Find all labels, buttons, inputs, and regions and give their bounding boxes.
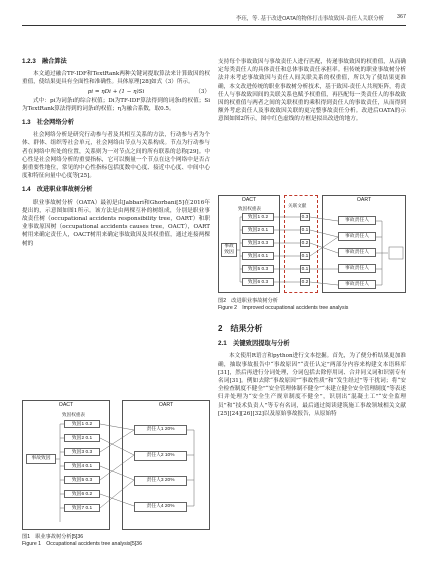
section-2-1-heading: 2.1 关键致因提取与分析 bbox=[218, 340, 290, 348]
fig1-cause-node: 致因4 0.1 bbox=[64, 462, 100, 470]
right-column-top bbox=[218, 58, 406, 125]
fig2-link-weight: 0.1 bbox=[301, 228, 309, 233]
left-column bbox=[22, 58, 210, 249]
fig2-responsible-node: 事故责任人 bbox=[338, 264, 376, 273]
fig2-link-weight: 0.3 bbox=[301, 215, 309, 220]
figure-1 bbox=[22, 400, 210, 532]
fig1-root-node: 事故致因 bbox=[26, 454, 56, 464]
header-rule bbox=[22, 25, 406, 26]
section-2-heading: 2 结果分析 bbox=[218, 324, 263, 333]
paragraph-improved-oata: 支持每个事故致因与事故责任人进行匹配，传递事故致因的权重值，从而确定每类责任人的具体责任和总体事故责任承担率。但传统的职业事故树分析法并未考虑事故致因与责任人间关联关系的权重值，所以为了使结果更准确，本文改进传统的职业事故树分析技术，基于致因-责任人共现矩阵，将责任人与事故致因间的关联关系也赋予权重值，再匹配每一类责任人的事故致因的权重值与两者之间的关联权重的乘积得到责任人的事故责任，从而得到额外考虑责任人及事故致因关联的更完整事故责任分析。改进后OATA的示意图如图2所示，图中红色虚线的方框是拟出改进的地方。 bbox=[218, 59, 406, 123]
fig2-responsible-node: 事故责任人 bbox=[338, 280, 376, 289]
fig2-link-label: 关联文献 bbox=[288, 203, 307, 208]
running-header bbox=[22, 10, 406, 26]
fig2-link-weight: 0.1 bbox=[301, 267, 309, 272]
figure-2 bbox=[218, 195, 406, 295]
fig1-group-label: 致因权重表 bbox=[62, 412, 85, 417]
figure-1-caption-en: Figure 1 Occupational accidents tree analysis[5]36 bbox=[22, 541, 142, 547]
fig2-cause-node: 致因1 0.2 bbox=[242, 213, 274, 221]
fig2-responsible-node: 事故责任人 bbox=[338, 216, 376, 225]
fig1-cause-node: 致因3 0.3 bbox=[64, 448, 100, 456]
fig1-connectors bbox=[22, 400, 210, 532]
fig1-cause-node: 致因5 0.3 bbox=[64, 476, 100, 484]
equation-3 bbox=[22, 88, 210, 97]
fig2-responsible-node: 事故责任人 bbox=[338, 232, 376, 241]
fig2-link-weight: 0.2 bbox=[301, 280, 309, 285]
fig1-cause-node: 致因2 0.1 bbox=[64, 434, 100, 442]
fig1-responsible-node: 责任人1 20% bbox=[134, 425, 187, 435]
paragraph-text-mining: 本文使用R语言和python进行文本挖掘。首先，为了便分析结果更加准确，抽取事故报告中“事故原因”“责任认定”两部分内容来构建文本语料库[31]，然后再进行分词处理，分词包括去除停用词、合并同义词和识别专有名词[31]。例如去除“事故原因”“事故性质”和“发生经过”等干扰词；将“安全检查制度不健全”“安全管理体制不健全”“未建立健全安全管理制度”等表述归并处理为“安全生产规章制度不健全”，识别出“混凝土工”“安全监理员”和“技术负责人”等专有名词，最后通过阅读建筑施工事故领域相关文献[25][24][26][32]以及原始事故报告，从原始特 bbox=[218, 353, 406, 417]
figure-1-caption bbox=[22, 534, 210, 548]
figure-2-caption-cn: 图2 改进职业事故树分析 bbox=[218, 298, 278, 304]
fig2-responsible-node: 事故责任人 bbox=[338, 248, 376, 257]
page-number: 367 bbox=[397, 14, 406, 20]
paragraph-oata: 职业事故树分析（OATA）最初是由Jabbari和Ghorbani[5]在2016年提出的，示意图如图1所示。该方法是由两棵互补的树组成，分别是职业事故责任树（occupational accidents responsibility tree，OART）和职业事故原因树（occupational accidents causes tree，OACT），OART树用来确定责任人，OACT树用来确定事故致因及其权重值，通过连接两棵树的 bbox=[22, 199, 210, 247]
fig1-cause-node: 致因6 0.2 bbox=[64, 490, 100, 498]
fig2-cause-node: 致因2 0.1 bbox=[242, 226, 274, 234]
fig1-oact-title: OACT bbox=[58, 402, 74, 408]
fig2-root-node: 事故致因 bbox=[221, 243, 237, 257]
fig1-responsible-node: 责任人3 20% bbox=[134, 476, 187, 486]
figure-1-caption-cn: 图1 职业事故树分析[5]36 bbox=[22, 534, 84, 540]
fig2-cause-node: 致因5 0.3 bbox=[242, 265, 274, 273]
figure-2-caption bbox=[218, 298, 406, 312]
fig1-responsible-node: 责任人2 10% bbox=[134, 451, 187, 461]
fig2-oart-title: OART bbox=[356, 197, 372, 203]
fig1-oart-title: OART bbox=[158, 402, 174, 408]
equation-3-body: pi = ηDi + (1 − η)Si bbox=[87, 88, 145, 95]
fig2-group-label: 致因权重表 bbox=[238, 206, 261, 211]
section-1-3-heading: 1.3 社会网络分析 bbox=[22, 119, 74, 127]
section-1-4-heading: 1.4 改进职业事故树分析 bbox=[22, 186, 93, 194]
fig2-cause-node: 致因6 0.3 bbox=[242, 278, 274, 286]
fig1-responsible-node: 责任人4 20% bbox=[134, 502, 187, 512]
fig2-cause-node: 致因3 0.3 bbox=[242, 239, 274, 247]
section-1-2-3-heading: 1.2.3 融合算法 bbox=[22, 58, 67, 65]
fig2-cause-node: 致因4 0.1 bbox=[242, 252, 274, 260]
paragraph-equation-explain: 式中：pi为词条i的综合权值；Di为TF-IDF算法得到的词条i的权值；Si为TextRank算法得到的词条i的权值；η为融合系数，取0.5。 bbox=[22, 97, 210, 112]
fig2-link-weight: 0.2 bbox=[301, 241, 309, 246]
fig2-oact-title: OACT bbox=[241, 197, 257, 203]
equation-3-number: （3） bbox=[195, 88, 210, 95]
figure-2-caption-en: Figure 2 Improved occupational accidents tree analysis bbox=[218, 305, 349, 311]
paragraph-fusion: 本文通过融合TF-IDF和TextRank两种关键词提取算法来计算致因的权重值，使结果更具有全面性和准确性。具体原理[28]如式（3）所示。 bbox=[22, 71, 210, 86]
paragraph-sna: 社会网络分析是研究行动参与者及其相互关系的方法，行动参与者为个体、群体、组织等社会单元，社会网络由节点与关系构成。节点为行动参与者在网络中所处的位置，关系则为一对节点之间的所有联系的总称[29]。中心性是社会网络分析的重要指标，它可以衡量一个节点在这个网络中是否占据重要性地位，常见的中心性指标包括度数中心度、接近中心度、中间中心度和特征向量中心度等[25]。 bbox=[22, 132, 210, 180]
running-title: 李珏，等. 基于改进OATA的物体打击事故致因-责任人关联分析 bbox=[235, 16, 384, 22]
fig1-cause-node: 致因7 0.1 bbox=[64, 504, 100, 512]
fig1-cause-node: 致因1 0.2 bbox=[64, 420, 100, 428]
fig2-link-weight: 0.1 bbox=[301, 254, 309, 259]
right-column-bottom bbox=[218, 316, 406, 419]
